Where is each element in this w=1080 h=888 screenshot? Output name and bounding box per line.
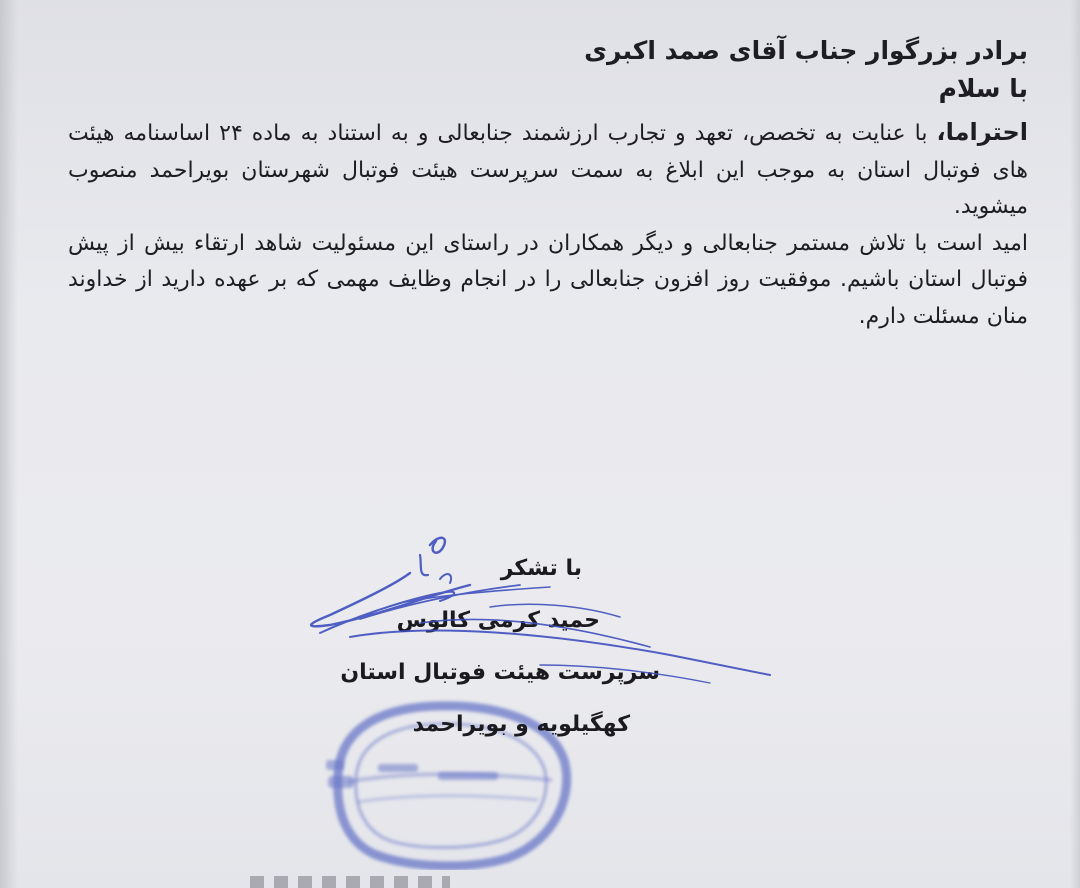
signer-name: حمید کرمی کالوس <box>396 608 600 633</box>
signer-title: سرپرست هیئت فوتبال استان <box>340 660 660 685</box>
greeting-line: با سلام <box>938 74 1028 103</box>
paragraph-wishes: امید است با تلاش مستمر جنابعالی و دیگر همکاران در راستای این مسئولیت شاهد ارتقاء بیش از پیش فوتبال استان باشیم. موفقیت روز افزون جنابعالی را در انجام وظایف مهمی که بر عهده دارید از خداوند منان مسئلت دارم. <box>68 230 1028 329</box>
handwritten-signature <box>290 515 780 705</box>
paper-shadow-right <box>1070 0 1080 888</box>
salutation-line: برادر بزرگوار جناب آقای صمد اکبری <box>584 36 1028 65</box>
paper-shadow-left <box>0 0 18 888</box>
cropped-text-bottom <box>250 876 450 888</box>
paragraph-appointment-text: با عنایت به تخصص، تعهد و تجارب ارزشمند جنابعالی و به استناد به ماده ۲۴ اساسنامه هیئت های فوتبال استان به موجب این ابلاغ به سمت سرپرست هیئت فوتبال شهرستان بویراحمد منصوب میشوید. <box>68 121 1028 219</box>
signer-region: کهگیلویه و بویراحمد <box>412 712 630 737</box>
paragraph-appointment <box>68 114 1028 226</box>
closing-text: با تشکر <box>500 556 582 581</box>
lead-word: احتراما، <box>936 118 1028 146</box>
letter-body <box>68 36 1028 335</box>
